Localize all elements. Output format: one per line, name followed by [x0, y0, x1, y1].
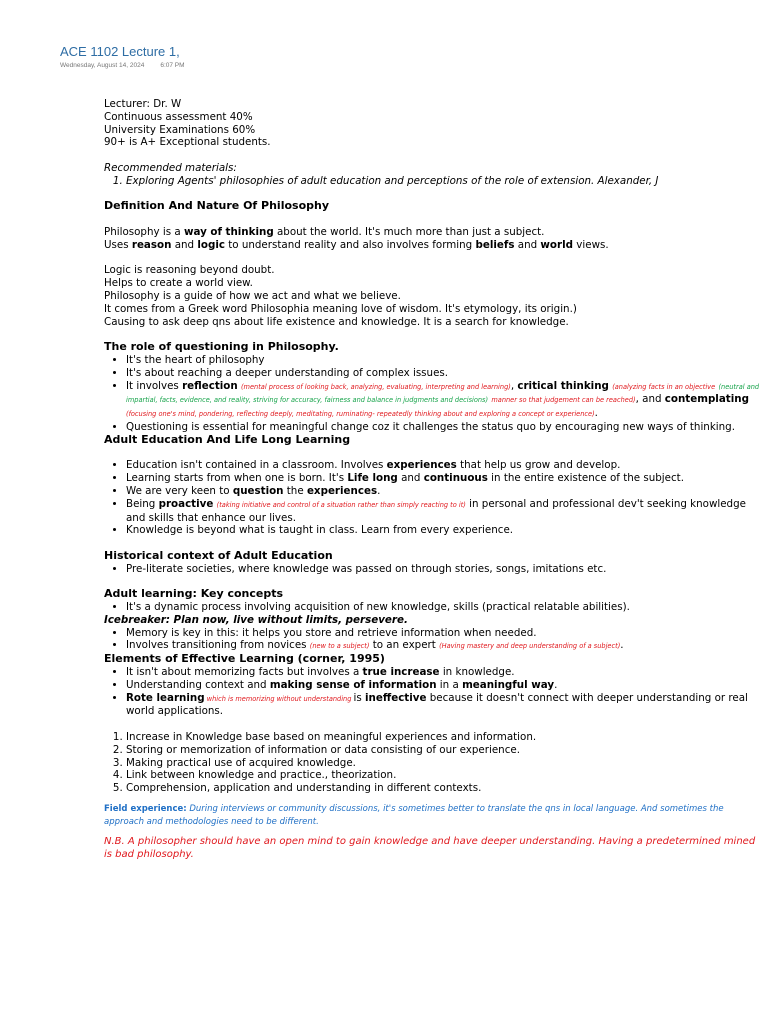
definition-line: It comes from a Greek word Philosophia meaning love of wisdom. It's etymology, its origin.): [104, 302, 577, 315]
list-item: • Memory is key in this: it helps you store and retrieve information when needed.: [126, 627, 764, 640]
list-item: • It's the heart of philosophy: [126, 354, 764, 367]
intro-line: 90+ is A+ Exceptional students.: [104, 136, 271, 149]
section-heading-questioning: The role of questioning in Philosophy.: [104, 340, 339, 354]
field-experience-note: Field experience: During interviews or community discussions, it's sometimes better to translate the qns in local language. And sometimes the approach and methodologies need to be different.: [104, 804, 724, 827]
section-heading-key-concepts: Adult learning: Key concepts: [104, 587, 284, 601]
list-item: • It's about reaching a deeper understanding of complex issues.: [126, 367, 764, 380]
list-item: • It's a dynamic process involving acquisition of new knowledge, skills (practical relatable abilities).: [126, 601, 764, 614]
list-item: • Knowledge is beyond what is taught in class. Learn from every experience.: [126, 524, 764, 537]
list-item: • We are very keen to question the experiences.: [126, 485, 764, 498]
recommended-item: 1. Exploring Agents' philosophies of adult education and perceptions of the role of extension. Alexander, J: [126, 175, 764, 188]
list-item: 4. Link between knowledge and practice., theorization.: [126, 769, 764, 782]
intro-line: Continuous assessment 40%: [104, 110, 253, 123]
recommended-list: [104, 175, 764, 188]
adult-education-list: [104, 459, 764, 537]
list-item: 5. Comprehension, application and understanding in different contexts.: [126, 782, 764, 795]
intro-line: University Examinations 60%: [104, 123, 256, 136]
page-time: 6:07 PM: [160, 62, 185, 69]
definition-line: Uses reason and logic to understand reality and also involves forming beliefs and world views.: [104, 238, 609, 251]
list-item: • Understanding context and making sense of information in a meaningful way.: [126, 679, 764, 692]
key-concepts-list-2: [104, 627, 764, 654]
list-item: • Questioning is essential for meaningful change coz it challenges the status quo by encouraging new ways of thinking.: [126, 421, 764, 434]
icebreaker-line: Icebreaker: Plan now, live without limits, persevere.: [104, 613, 408, 626]
key-concepts-list: [104, 601, 764, 614]
list-item: 3. Making practical use of acquired knowledge.: [126, 757, 764, 770]
historical-list: [104, 563, 764, 576]
section-heading-elements: Elements of Effective Learning (corner, 1995): [104, 652, 385, 666]
elements-numbered-list: [104, 731, 764, 795]
definition-line: Helps to create a world view.: [104, 277, 253, 290]
questioning-list: [104, 354, 764, 434]
intro-line: Lecturer: Dr. W: [104, 98, 182, 110]
list-item: • Involves transitioning from novices (new to a subject) to an expert (Having mastery and deep understanding of a subject).: [126, 639, 764, 653]
list-item: • It isn't about memorizing facts but involves a true increase in knowledge.: [126, 666, 764, 679]
section-heading-adult-education: Adult Education And Life Long Learning: [104, 432, 351, 446]
list-item: • Pre-literate societies, where knowledge was passed on through stories, songs, imitations etc.: [126, 563, 764, 576]
list-item: • Education isn't contained in a classroom. Involves experiences that help us grow and develop.: [126, 459, 764, 472]
page-date: Wednesday, August 14, 2024: [60, 62, 145, 69]
elements-bullets: [104, 666, 764, 718]
page-datetime: [60, 62, 185, 69]
list-item: 2. Storing or memorization of information or data consisting of our experience.: [126, 744, 764, 757]
list-item: • It involves reflection (mental process of looking back, analyzing, evaluating, interpreting and learning), critical thinking (analyzing facts in an objective (neutral and impartial, facts, evidence, and reality, striving for accuracy, fairness and balance in judgments and decisions) manner so that judgement can be reached), and contemplating (focusing one's mind, pondering, reflecting deeply, meditating, ruminating- repeatedly thinking about and exploring a concept or experience).: [126, 380, 764, 421]
page-title[interactable]: ACE 1102 Lecture 1,: [60, 44, 180, 59]
note-content[interactable]: [104, 98, 764, 862]
list-item: • Being proactive (taking initiative and control of a situation rather than simply reacting to it) in personal and professional dev't seeking knowledge and skills that enhance our lives.: [126, 498, 764, 525]
recommended-label: Recommended materials:: [104, 161, 237, 174]
definition-line: Philosophy is a way of thinking about the world. It's much more than just a subject.: [104, 225, 545, 238]
list-item: • Learning starts from when one is born. It's Life long and continuous in the entire existence of the subject.: [126, 472, 764, 485]
list-item: 1. Increase in Knowledge base based on meaningful experiences and information.: [126, 731, 764, 744]
definition-line: Philosophy is a guide of how we act and what we believe.: [104, 289, 401, 302]
list-item: • Rote learning which is memorizing without understanding is ineffective because it doesn't connect with deeper understanding or real world applications.: [126, 692, 764, 719]
section-heading-historical: Historical context of Adult Education: [104, 548, 333, 562]
nb-note: N.B. A philosopher should have an open mind to gain knowledge and have deeper understanding. Having a predetermined mined is bad philosophy.: [104, 836, 756, 860]
definition-line: Logic is reasoning beyond doubt.: [104, 264, 275, 277]
section-heading-definition: Definition And Nature Of Philosophy: [104, 199, 330, 213]
definition-line: Causing to ask deep qns about life existence and knowledge. It is a search for knowledge.: [104, 315, 569, 328]
